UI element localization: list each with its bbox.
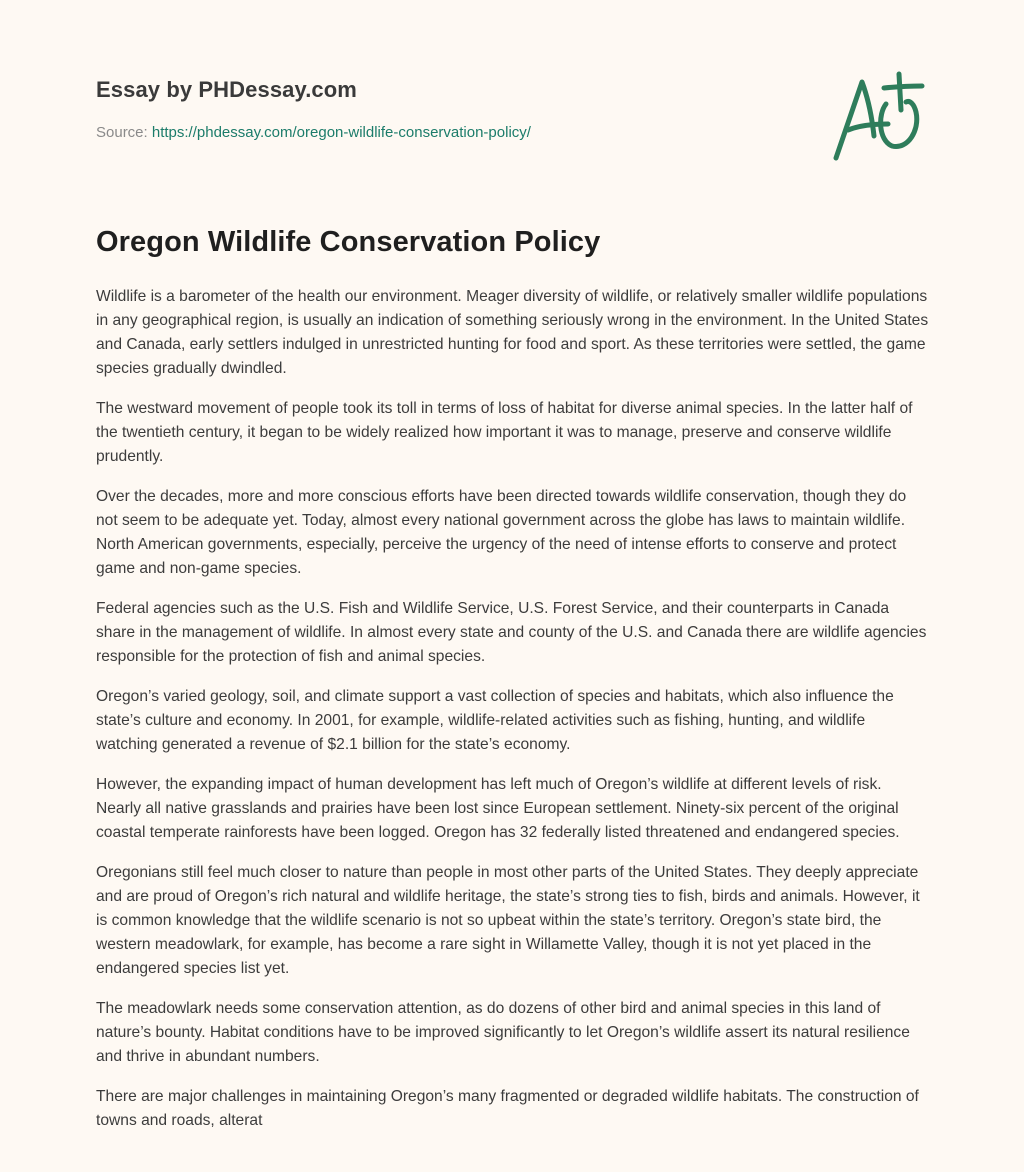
essay-paragraph: There are major challenges in maintaining Oregon’s many fragmented or degraded wildlife habitats. The construction of towns and roads, alterat bbox=[96, 1088, 919, 1129]
essay-paragraph: Wildlife is a barometer of the health our environment. Meager diversity of wildlife, or relatively smaller wildlife populations in any geographical region, is usually an indication of something seriously wrong in the environment. In the United States and Canada, early settlers indulged in unrestricted hunting for food and sport. As these territories were settled, the game species gradually dwindled. bbox=[96, 288, 929, 377]
essay-body bbox=[96, 285, 930, 1149]
site-brand: Essay by PHDessay.com bbox=[96, 77, 357, 102]
essay-paragraph: However, the expanding impact of human development has left much of Oregon’s wildlife at different levels of risk. Nearly all native grasslands and prairies have been lost since European settlement. Ninety-six percent of the original coastal temperate rainforests have been logged. Oregon has 32 federally listed threatened and endangered species. bbox=[96, 776, 900, 841]
essay-paragraph: The meadowlark needs some conservation attention, as do dozens of other bird and animal species in this land of nature’s bounty. Habitat conditions have to be improved significantly to let Oregon’s wildlife assert its natural resilience and thrive in abundant numbers. bbox=[96, 1000, 910, 1065]
page-header bbox=[96, 0, 928, 200]
source-link[interactable]: https://phdessay.com/oregon-wildlife-conservation-policy/ bbox=[151, 124, 531, 141]
a-plus-icon bbox=[828, 68, 932, 164]
essay-paragraph: The westward movement of people took its toll in terms of loss of habitat for diverse animal species. In the latter half of the twentieth century, it began to be widely realized how important it was to manage, preserve and conserve wildlife prudently. bbox=[96, 400, 913, 465]
source-line bbox=[96, 124, 531, 141]
essay-paragraph: Oregon’s varied geology, soil, and climate support a vast collection of species and habitats, which also influence the state’s culture and economy. In 2001, for example, wildlife-related activities such as fishing, hunting, and wildlife watching generated a revenue of $2.1 billion for the state’s economy. bbox=[96, 688, 894, 753]
source-label: Source: bbox=[96, 124, 152, 141]
essay-paragraph: Oregonians still feel much closer to nature than people in most other parts of the United States. They deeply appreciate and are proud of Oregon’s rich natural and wildlife heritage, the state’s strong ties to fish, birds and animals. However, it is common knowledge that the wildlife scenario is not so upbeat within the state’s territory. Oregon’s state bird, the western meadowlark, for example, has become a rare sight in Willamette Valley, though it is not yet placed in the endangered species list yet. bbox=[96, 864, 920, 977]
essay-title: Oregon Wildlife Conservation Policy bbox=[96, 226, 601, 258]
essay-paragraph: Federal agencies such as the U.S. Fish and Wildlife Service, U.S. Forest Service, and their counterparts in Canada share in the management of wildlife. In almost every state and county of the U.S. and Canada there are wildlife agencies responsible for the protection of fish and animal species. bbox=[96, 600, 927, 665]
essay-paragraph: Over the decades, more and more conscious efforts have been directed towards wildlife conservation, though they do not seem to be adequate yet. Today, almost every national government across the globe has laws to maintain wildlife. North American governments, especially, perceive the urgency of the need of intense efforts to conserve and protect game and non-game species. bbox=[96, 488, 907, 577]
